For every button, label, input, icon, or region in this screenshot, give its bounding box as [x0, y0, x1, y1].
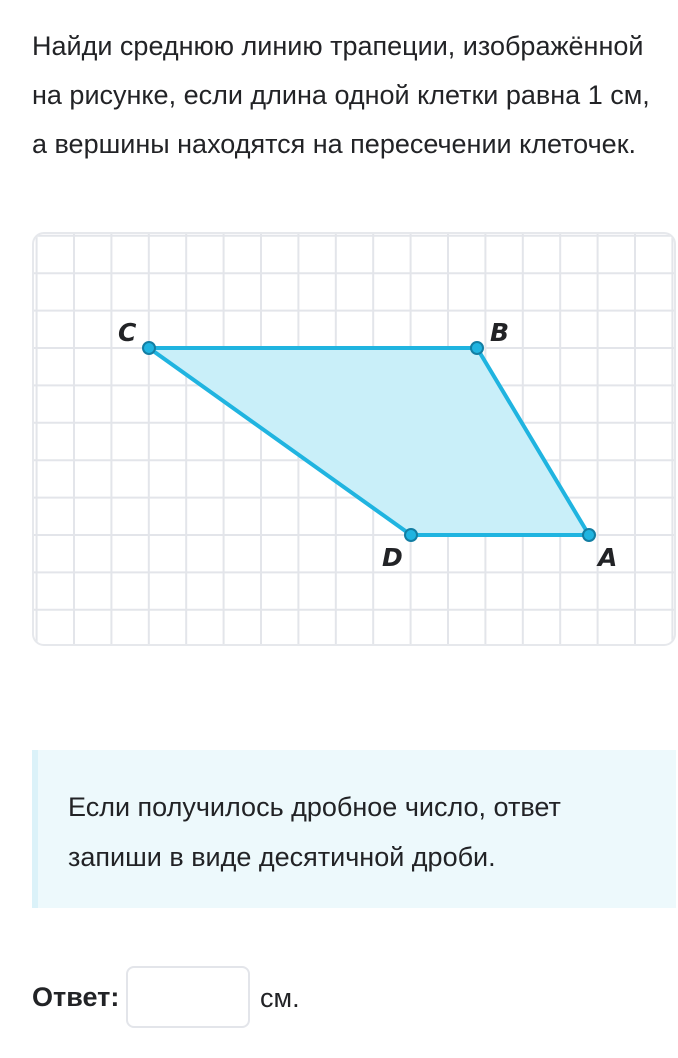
vertex-label-a: A	[598, 543, 618, 572]
answer-input[interactable]	[126, 966, 250, 1028]
hint-text: Если получилось дробное число, ответ запиши в виде десятичной дроби.	[68, 792, 561, 872]
answer-unit: см.	[260, 983, 300, 1013]
grid-canvas	[34, 234, 674, 644]
question-text: Найди среднюю линию трапеции, изображённой на рисунке, если длина одной клетки равна 1 см, а вершины находятся на пересечении клеточек.	[32, 31, 650, 159]
vertex-label-b: B	[490, 318, 510, 347]
trapezoid-figure	[32, 232, 676, 646]
vertex-label-d: D	[382, 543, 403, 572]
hint-box	[32, 750, 676, 908]
vertex-label-c: C	[118, 318, 137, 347]
answer-row	[32, 966, 672, 1030]
vertex-point-b	[471, 342, 483, 354]
answer-label: Ответ:	[32, 982, 120, 1012]
vertex-point-d	[405, 529, 417, 541]
vertex-point-c	[143, 342, 155, 354]
vertex-point-a	[583, 529, 595, 541]
